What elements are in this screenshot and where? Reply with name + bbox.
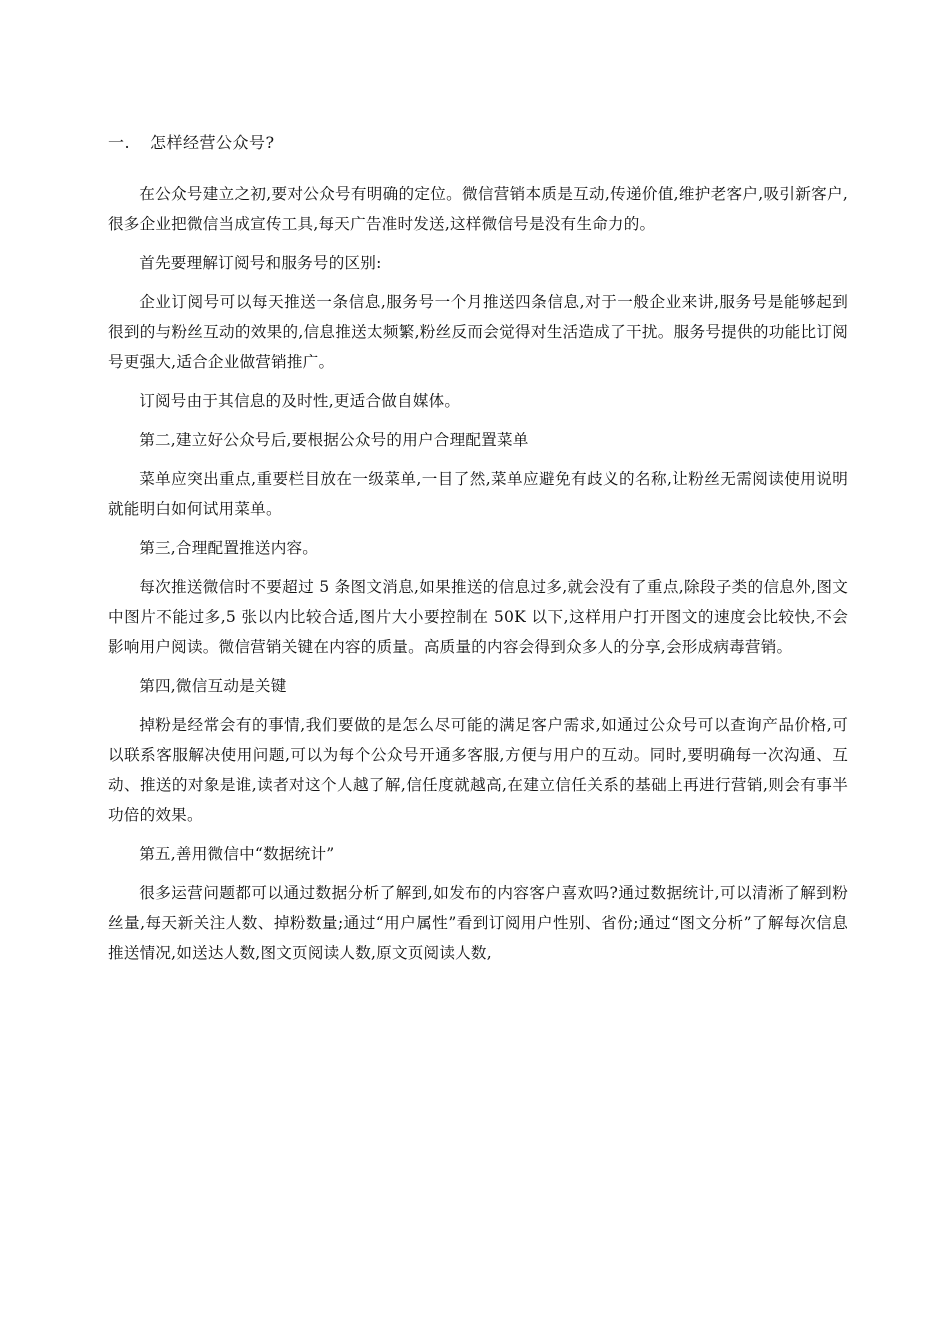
subheading-data-statistics: 第五,善用微信中“数据统计” bbox=[139, 845, 335, 863]
paragraph-data-statistics-details: 很多运营问题都可以通过数据分析了解到,如发布的内容客户喜欢吗?通过数据统计,可以清淅了解到粉丝量,每天新关注人数、掉粉数量;通过“用户属性”看到订阅用户性别、省份;通过“图文分析”了解每次信息推送情况,如送达人数,图文页阅读人数,原文页阅读人数, bbox=[108, 884, 848, 962]
subheading-interaction: 第四,微信互动是关键 bbox=[139, 677, 287, 695]
section-number: 一. bbox=[108, 133, 131, 152]
paragraph-difference-intro: 首先要理解订阅号和服务号的区别: bbox=[139, 254, 382, 272]
paragraph-subscription-vs-service: 企业订阅号可以每天推送一条信息,服务号一个月推送四条信息,对于一般企业来讲,服务号是能够起到很到的与粉丝互动的效果的,信息推送太频繁,粉丝反而会觉得对生活造成了干扰。服务号提供的功能比订阅号更强大,适合企业做营销推广。 bbox=[108, 293, 848, 371]
paragraph-menu-details: 菜单应突出重点,重要栏目放在一级菜单,一目了然,菜单应避免有歧义的名称,让粉丝无需阅读使用说明就能明白如何试用菜单。 bbox=[108, 470, 848, 518]
subheading-menu-config: 第二,建立好公众号后,要根据公众号的用户合理配置菜单 bbox=[139, 431, 529, 449]
paragraph-positioning: 在公众号建立之初,要对公众号有明确的定位。微信营销本质是互动,传递价值,维护老客户,吸引新客户,很多企业把微信当成宣传工具,每天广告准时发送,这样微信号是没有生命力的。 bbox=[108, 185, 848, 233]
subheading-push-content: 第三,合理配置推送内容。 bbox=[139, 539, 319, 557]
document-body bbox=[108, 128, 848, 977]
paragraph-push-details: 每次推送微信时不要超过 5 条图文消息,如果推送的信息过多,就会没有了重点,除段子类的信息外,图文中图片不能过多,5 张以内比较合适,图片大小要控制在 50K 以下,这样用户打开图文的速度会比较快,不会影响用户阅读。微信营销关键在内容的质量。高质量的内容会得到众多人的分享,会形成病毒营销。 bbox=[108, 578, 848, 656]
paragraph-interaction-details: 掉粉是经常会有的事情,我们要做的是怎么尽可能的满足客户需求,如通过公众号可以查询产品价格,可以联系客服解决使用问题,可以为每个公众号开通多客服,方便与用户的互动。同时,要明确每一次沟通、互动、推送的对象是谁,读者对这个人越了解,信任度就越高,在建立信任关系的基础上再进行营销,则会有事半功倍的效果。 bbox=[108, 716, 848, 824]
paragraph-subscription-timeliness: 订阅号由于其信息的及时性,更适合做自媒体。 bbox=[139, 392, 461, 410]
section-heading bbox=[108, 128, 848, 158]
section-title: 怎样经营公众号? bbox=[150, 133, 275, 152]
